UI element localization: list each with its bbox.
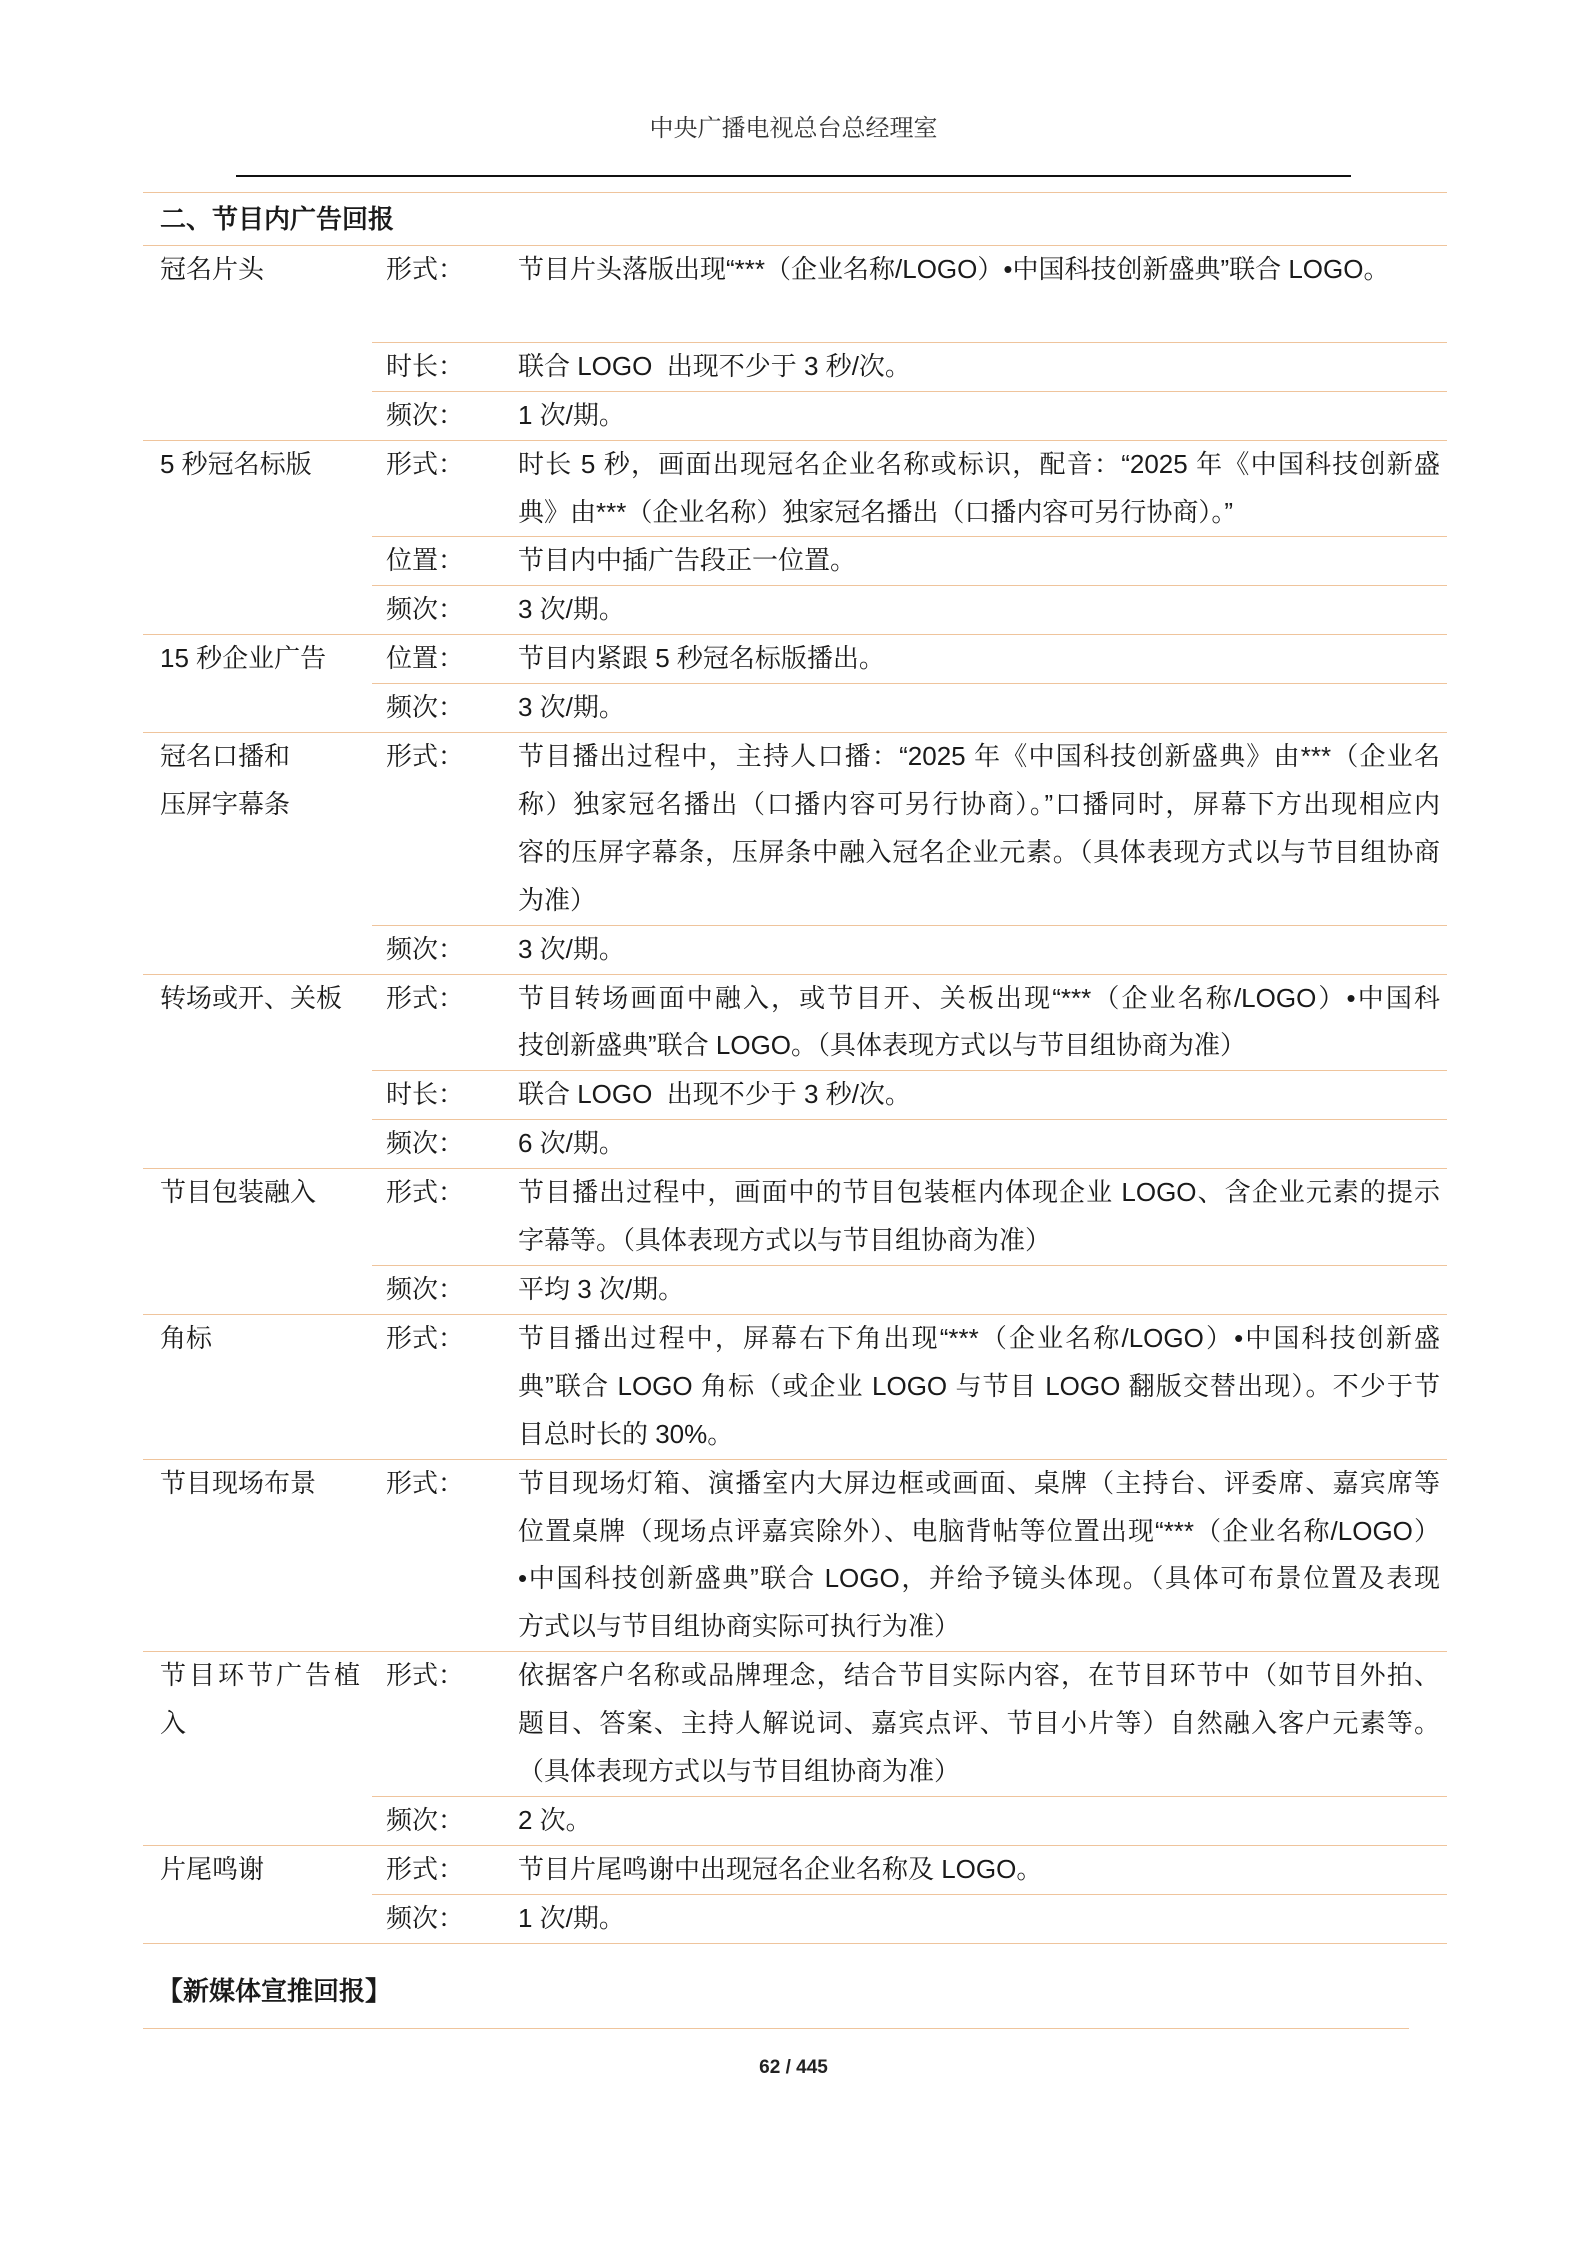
ad-item-group	[143, 635, 1447, 733]
detail-line: 典”联合 LOGO 角标（或企业 LOGO 与节目 LOGO 翻版交替出现）。不少于节	[518, 1370, 1440, 1401]
detail-key: 频次：	[386, 1274, 465, 1305]
detail-line: 题目、答案、主持人解说词、嘉宾点评、节目小片等）自然融入客户元素等。	[518, 1708, 1440, 1739]
ad-item-label	[143, 246, 372, 440]
detail-key: 形式：	[386, 1322, 465, 1353]
detail-line: 称）独家冠名播出（口播内容可另行协商）。”口播同时，屏幕下方出现相应内	[518, 788, 1440, 819]
ad-item-label	[143, 441, 372, 635]
detail-row	[372, 586, 1447, 634]
detail-row	[372, 1071, 1447, 1120]
detail-content	[518, 975, 1447, 1071]
ad-item-label-line: 节目现场布景	[160, 1467, 317, 1498]
detail-key: 频次：	[386, 1804, 465, 1835]
ad-item-details	[372, 1460, 1447, 1652]
detail-line: 联合 LOGO 出现不少于 3 秒/次。	[518, 350, 911, 381]
page-number: 62 / 445	[759, 2057, 828, 2078]
detail-key: 频次：	[386, 692, 465, 723]
detail-key: 形式：	[386, 254, 465, 284]
ad-return-table	[143, 192, 1447, 1944]
ad-item-group	[143, 733, 1447, 975]
ad-item-label-line: 角标	[160, 1322, 213, 1353]
detail-line: 节目播出过程中，主持人口播：“2025 年《中国科技创新盛典》由***（企业名	[518, 741, 1440, 772]
detail-line: 字幕等。（具体表现方式以与节目组协商为准）	[518, 1225, 1052, 1256]
ad-item-details	[372, 246, 1447, 440]
ad-item-details	[372, 975, 1447, 1169]
ad-item-label-line: 压屏字幕条	[160, 788, 291, 819]
ad-item-group	[143, 1846, 1447, 1944]
detail-key: 形式：	[386, 1467, 465, 1498]
ad-item-label	[143, 1315, 372, 1459]
detail-key: 位置：	[386, 545, 465, 576]
detail-content	[518, 1895, 1447, 1943]
detail-line: 节目片头落版出现“***（企业名称/LOGO）•中国科技创新盛典”联合 LOGO。	[518, 254, 1390, 284]
detail-line: 节目片尾鸣谢中出现冠名企业名称及 LOGO。	[518, 1853, 1043, 1884]
detail-line: 3 次/期。	[518, 692, 625, 723]
detail-content	[518, 684, 1447, 732]
ad-item-label-line: 冠名口播和	[160, 741, 291, 772]
detail-line: 平均 3 次/期。	[518, 1274, 685, 1305]
detail-row	[372, 441, 1447, 538]
detail-row	[372, 733, 1447, 926]
ad-item-label	[143, 1652, 372, 1845]
detail-line: 方式以与节目组协商实际可执行为准）	[518, 1611, 961, 1642]
detail-row	[372, 1460, 1447, 1652]
detail-line: 节目内紧跟 5 秒冠名标版播出。	[518, 643, 885, 674]
ad-item-groups	[143, 246, 1447, 1944]
detail-row	[372, 1797, 1447, 1845]
detail-content	[518, 1266, 1447, 1314]
detail-row	[372, 1652, 1447, 1797]
ad-item-group	[143, 441, 1447, 636]
ad-item-group	[143, 246, 1447, 441]
detail-key: 时长：	[386, 1079, 465, 1110]
detail-content	[518, 392, 1447, 440]
detail-content	[518, 635, 1447, 683]
detail-line: 位置桌牌（现场点评嘉宾除外）、电脑背帖等位置出现“***（企业名称/LOGO）	[518, 1515, 1440, 1546]
ad-item-label	[143, 733, 372, 974]
ad-item-details	[372, 1846, 1447, 1943]
detail-content	[518, 1460, 1447, 1652]
section-heading: 二、节目内广告回报	[143, 193, 1447, 246]
detail-line: •中国科技创新盛典”联合 LOGO，并给予镜头体现。（具体可布景位置及表现	[518, 1563, 1440, 1594]
detail-row	[372, 1846, 1447, 1895]
detail-line: 目总时长的 30%。	[518, 1418, 734, 1449]
ad-item-details	[372, 733, 1447, 974]
ad-item-label	[143, 1169, 372, 1314]
detail-row	[372, 246, 1447, 343]
detail-content	[518, 1315, 1447, 1459]
ad-item-label-line: 节目包装融入	[160, 1177, 317, 1208]
detail-row	[372, 975, 1447, 1072]
detail-line: 依据客户名称或品牌理念，结合节目实际内容，在节目环节中（如节目外拍、	[518, 1660, 1440, 1691]
ad-item-group	[143, 1652, 1447, 1846]
ad-item-label-line: 节目环节广告植入	[160, 1660, 360, 1739]
detail-line: 联合 LOGO 出现不少于 3 秒/次。	[518, 1079, 911, 1110]
detail-row	[372, 343, 1447, 392]
detail-key: 形式：	[386, 1660, 465, 1691]
ad-item-label-line: 5 秒冠名标版	[160, 448, 312, 479]
detail-row	[372, 926, 1447, 974]
detail-content	[518, 926, 1447, 974]
detail-row	[372, 1895, 1447, 1943]
detail-key: 形式：	[386, 1177, 465, 1208]
ad-item-details	[372, 1652, 1447, 1845]
detail-content	[518, 537, 1447, 585]
ad-item-details	[372, 1315, 1447, 1459]
detail-content	[518, 1797, 1447, 1845]
detail-line: 节目内中插广告段正一位置。	[518, 545, 857, 576]
detail-line: 容的压屏字幕条，压屏条中融入冠名企业元素。（具体表现方式以与节目组协商	[518, 836, 1440, 867]
detail-row	[372, 537, 1447, 586]
detail-line: 3 次/期。	[518, 594, 625, 625]
detail-line: 1 次/期。	[518, 399, 625, 430]
detail-line: 6 次/期。	[518, 1128, 625, 1159]
detail-key: 频次：	[386, 1128, 465, 1159]
detail-content	[518, 441, 1447, 537]
detail-key: 形式：	[386, 741, 465, 772]
page-header-title: 中央广播电视总台总经理室	[649, 115, 938, 142]
ad-item-label-line: 冠名片头	[160, 254, 265, 284]
ad-item-group	[143, 1315, 1447, 1460]
detail-row	[372, 1266, 1447, 1314]
detail-content	[518, 733, 1447, 925]
ad-item-group	[143, 975, 1447, 1170]
ad-item-label-line: 片尾鸣谢	[160, 1853, 265, 1884]
detail-content	[518, 1120, 1447, 1168]
ad-item-label-line: 转场或开、关板	[160, 982, 343, 1013]
detail-line: 时长 5 秒，画面出现冠名企业名称或标识，配音：“2025 年《中国科技创新盛	[518, 448, 1440, 479]
detail-line: 技创新盛典”联合 LOGO。（具体表现方式以与节目组协商为准）	[518, 1030, 1247, 1061]
detail-line: 节目播出过程中，屏幕右下角出现“***（企业名称/LOGO）•中国科技创新盛	[518, 1322, 1440, 1353]
ad-item-details	[372, 441, 1447, 635]
detail-line: 节目播出过程中，画面中的节目包装框内体现企业 LOGO、含企业元素的提示	[518, 1177, 1440, 1208]
detail-content	[518, 1071, 1447, 1119]
detail-key: 形式：	[386, 982, 465, 1013]
detail-line: 3 次/期。	[518, 933, 625, 964]
detail-line: 为准）	[518, 884, 597, 915]
ad-item-label	[143, 1460, 372, 1652]
header-rule	[236, 175, 1351, 177]
detail-key: 形式：	[386, 448, 465, 479]
ad-item-details	[372, 1169, 1447, 1314]
detail-row	[372, 635, 1447, 684]
detail-content	[518, 1846, 1447, 1894]
detail-key: 频次：	[386, 933, 465, 964]
ad-item-label-line: 15 秒企业广告	[160, 643, 327, 674]
detail-content	[518, 586, 1447, 634]
detail-line: 1 次/期。	[518, 1902, 625, 1933]
detail-row	[372, 1120, 1447, 1168]
detail-row	[372, 1315, 1447, 1459]
detail-row	[372, 684, 1447, 732]
detail-key: 形式：	[386, 1853, 465, 1884]
detail-key: 频次：	[386, 399, 465, 430]
ad-item-group	[143, 1460, 1447, 1653]
ad-item-details	[372, 635, 1447, 732]
ad-item-label	[143, 975, 372, 1169]
detail-content	[518, 1652, 1447, 1796]
detail-line: 2 次。	[518, 1804, 592, 1835]
detail-line: 节目现场灯箱、演播室内大屏边框或画面、桌牌（主持台、评委席、嘉宾席等	[518, 1467, 1440, 1498]
detail-line: 节目转场画面中融入，或节目开、关板出现“***（企业名称/LOGO）•中国科	[518, 982, 1440, 1013]
detail-content	[518, 343, 1447, 391]
detail-key: 位置：	[386, 643, 465, 674]
detail-content	[518, 1169, 1447, 1265]
ad-item-group	[143, 1169, 1447, 1315]
ad-item-label	[143, 1846, 372, 1943]
footer-rule	[143, 2028, 1409, 2029]
detail-content	[518, 246, 1447, 342]
detail-row	[372, 392, 1447, 440]
detail-key: 频次：	[386, 1902, 465, 1933]
next-section-heading: 【新媒体宣推回报】	[157, 1976, 392, 2006]
detail-line: 典》由***（企业名称）独家冠名播出（口播内容可另行协商）。”	[518, 496, 1234, 527]
detail-key: 时长：	[386, 350, 465, 381]
detail-key: 频次：	[386, 594, 465, 625]
ad-item-label	[143, 635, 372, 732]
detail-row	[372, 1169, 1447, 1266]
detail-line: （具体表现方式以与节目组协商为准）	[518, 1756, 961, 1787]
